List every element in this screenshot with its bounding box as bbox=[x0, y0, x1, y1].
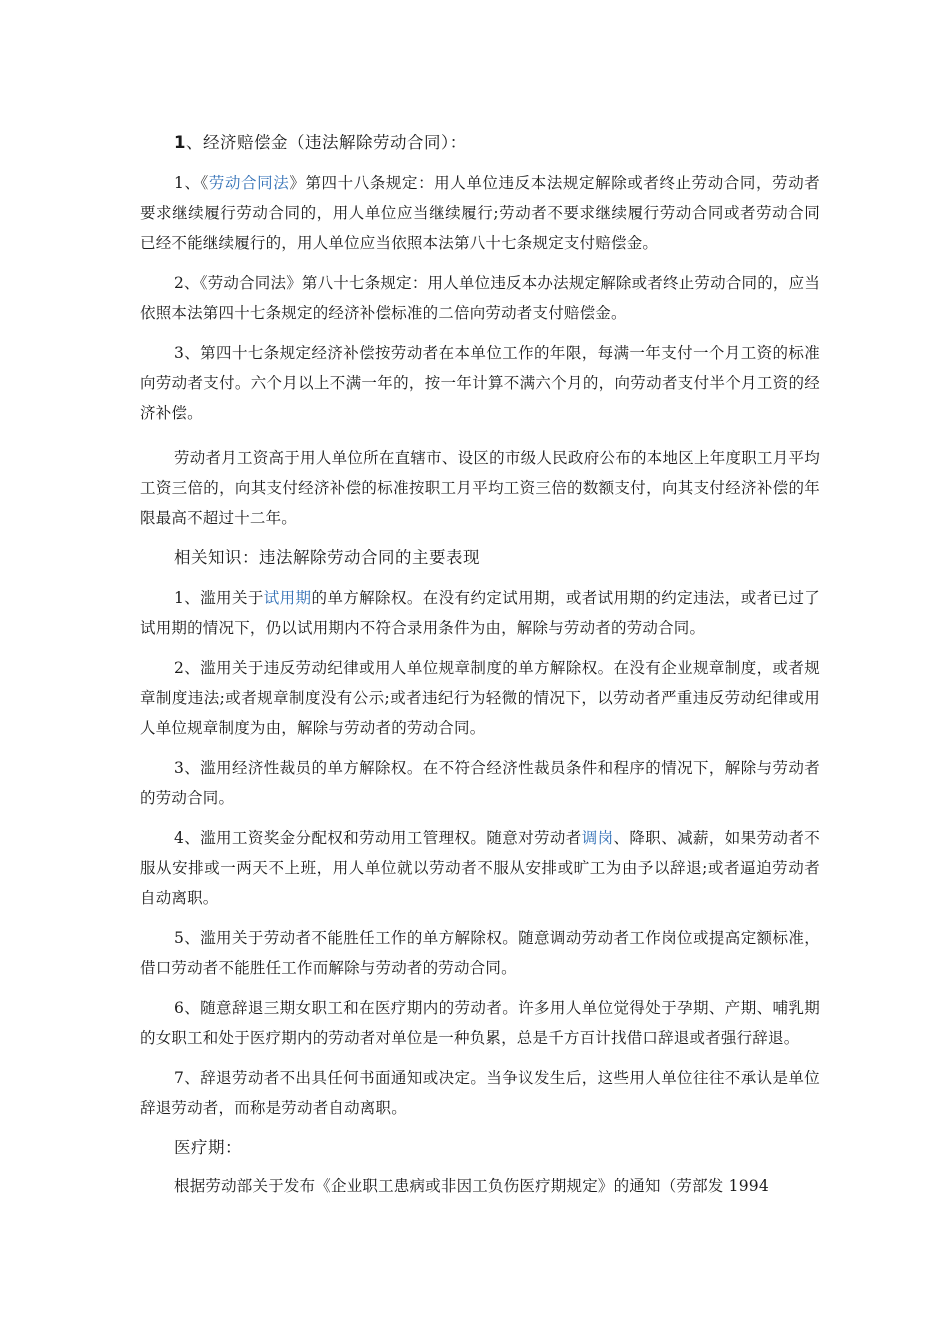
section-heading-compensation bbox=[140, 128, 820, 158]
paragraph-article-48: 1、《劳动合同法》第四十八条规定：用人单位违反本法规定解除或者终止劳动合同，劳动者要求继续履行劳动合同的，用人单位应当继续履行;劳动者不要求继续履行劳动合同或者劳动合同已经不能继续履行的，用人单位应当依照本法第八十七条规定支付赔偿金。 bbox=[140, 174, 820, 252]
paragraph-article-47: 3、第四十七条规定经济补偿按劳动者在本单位工作的年限，每满一年支付一个月工资的标准向劳动者支付。六个月以上不满一年的，按一年计算不满六个月的，向劳动者支付半个月工资的经济补偿。 bbox=[140, 344, 820, 422]
list-item-4: 4、滥用工资奖金分配权和劳动用工管理权。随意对劳动者调岗、降职、减薪，如果劳动者不服从安排或一两天不上班，用人单位就以劳动者不服从安排或旷工为由予以辞退;或者逼迫劳动者自动离职。 bbox=[140, 829, 820, 907]
section-title: 、经济赔偿金（违法解除劳动合同）： bbox=[185, 133, 467, 152]
list-item-6: 6、随意辞退三期女职工和在医疗期内的劳动者。许多用人单位觉得处于孕期、产期、哺乳期的女职工和处于医疗期内的劳动者对单位是一种负累，总是千方百计找借口辞退或者强行辞退。 bbox=[140, 999, 820, 1047]
link-probation[interactable]: 试用期 bbox=[263, 589, 312, 607]
paragraph-medical-period: 根据劳动部关于发布《企业职工患病或非因工负伤医疗期规定》的通知（劳部发 1994 bbox=[174, 1177, 769, 1195]
list-item-3: 3、滥用经济性裁员的单方解除权。在不符合经济性裁员条件和程序的情况下，解除与劳动者的劳动合同。 bbox=[140, 759, 820, 807]
list-item-1: 1、滥用关于试用期的单方解除权。在没有约定试用期，或者试用期的约定违法，或者已过了试用期的情况下，仍以试用期内不符合录用条件为由，解除与劳动者的劳动合同。 bbox=[140, 589, 821, 637]
paragraph-salary-cap: 劳动者月工资高于用人单位所在直辖市、设区的市级人民政府公布的本地区上年度职工月平均工资三倍的，向其支付经济补偿的标准按职工月平均工资三倍的数额支付，向其支付经济补偿的年限最高不超过十二年。 bbox=[140, 449, 820, 527]
section-number: 1 bbox=[174, 133, 186, 152]
list-item-7: 7、辞退劳动者不出具任何书面通知或决定。当争议发生后，这些用人单位往往不承认是单位辞退劳动者，而称是劳动者自动离职。 bbox=[140, 1069, 820, 1117]
section-heading-related: 相关知识：违法解除劳动合同的主要表现 bbox=[174, 548, 480, 567]
paragraph-article-87: 2、《劳动合同法》第八十七条规定：用人单位违反本办法规定解除或者终止劳动合同的，应当依照本法第四十七条规定的经济补偿标准的二倍向劳动者支付赔偿金。 bbox=[140, 274, 821, 322]
document-page bbox=[140, 128, 820, 1201]
link-labor-contract-law[interactable]: 劳动合同法 bbox=[208, 174, 290, 192]
section-heading-medical-period: 医疗期： bbox=[174, 1138, 242, 1157]
list-item-5: 5、滥用关于劳动者不能胜任工作的单方解除权。随意调动劳动者工作岗位或提高定额标准，借口劳动者不能胜任工作而解除与劳动者的劳动合同。 bbox=[140, 929, 820, 977]
list-item-2: 2、滥用关于违反劳动纪律或用人单位规章制度的单方解除权。在没有企业规章制度，或者规章制度违法;或者规章制度没有公示;或者违纪行为轻微的情况下，以劳动者严重违反劳动纪律或用人单位规章制度为由，解除与劳动者的劳动合同。 bbox=[140, 659, 820, 737]
link-job-transfer[interactable]: 调岗 bbox=[581, 829, 614, 847]
